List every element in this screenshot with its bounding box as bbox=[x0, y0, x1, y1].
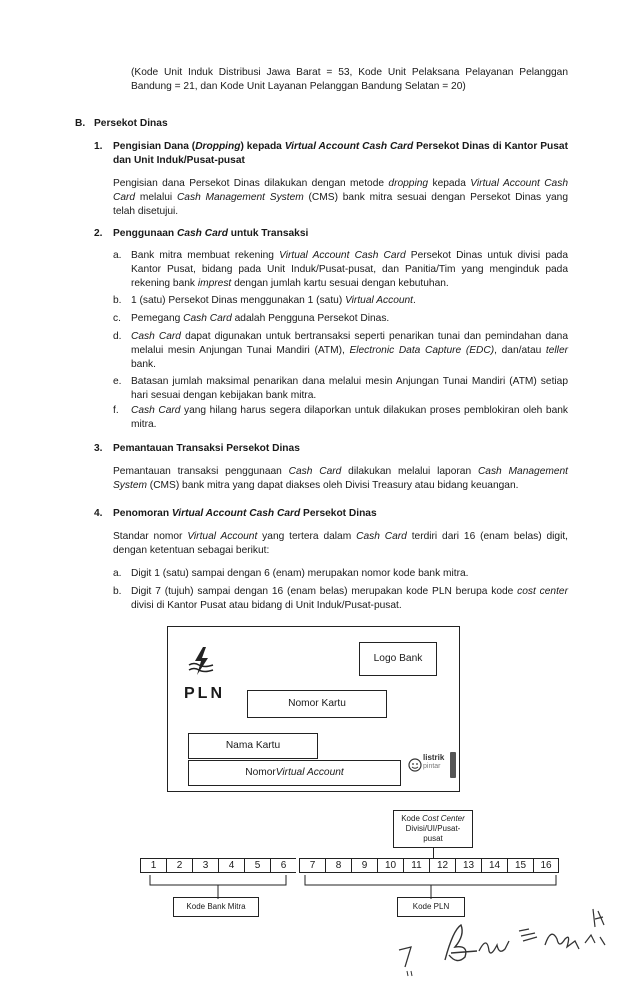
s2-item-e: e. Batasan jumlah maksimal penarikan dana melalui mesin Anjungan Tunai Mandiri (ATM) setiap hari sesuai dengan kebijakan bank mitra. bbox=[113, 376, 568, 402]
section-marker: B. bbox=[75, 118, 86, 129]
s3-title: Pemantauan Transaksi Persekot Dinas bbox=[113, 443, 300, 454]
digit-cell: 16 bbox=[533, 858, 559, 873]
pln-logo-icon bbox=[186, 645, 216, 681]
digit-cell: 13 bbox=[455, 858, 481, 873]
cost-center-box: Kode Cost Center Divisi/UI/Pusat- pusat bbox=[393, 810, 473, 848]
s2-item-a: a. Bank mitra membuat rekening Virtual Account Cash Card Persekot Dinas untuk divisi pada Kantor Pusat, bidang pada Unit Induk/Pusat-pusat, dan Panitia/Tim yang menginduk pada rekening bank imprest dengan jumlah kartu sesuai dengan kebutuhan. bbox=[113, 250, 568, 290]
digit-cell: 4 bbox=[218, 858, 244, 873]
digit-cell: 8 bbox=[325, 858, 351, 873]
brand-bar bbox=[450, 752, 456, 778]
s2-marker: 2. bbox=[94, 228, 103, 239]
brand-line-2: pintar bbox=[423, 763, 441, 770]
section-title: Persekot Dinas bbox=[94, 118, 168, 129]
listrik-pintar-icon bbox=[408, 758, 422, 772]
nomor-kartu-box: Nomor Kartu bbox=[247, 690, 387, 718]
digit-cell: 6 bbox=[270, 858, 296, 873]
digit-cell: 9 bbox=[351, 858, 377, 873]
s1-title: Pengisian Dana (Dropping) kepada Virtual Account Cash Card Persekot Dinas di Kantor Pusat dan Unit Induk/Pusat-pusat bbox=[113, 141, 568, 167]
handwritten-initials bbox=[395, 905, 615, 980]
kode-bank-mitra-box: Kode Bank Mitra bbox=[173, 897, 259, 917]
digit-cell: 2 bbox=[166, 858, 192, 873]
pln-logo-text: PLN bbox=[184, 685, 225, 702]
s1-marker: 1. bbox=[94, 141, 103, 152]
s3-marker: 3. bbox=[94, 443, 103, 454]
s2-item-f: f. Cash Card yang hilang harus segera dilaporkan untuk dilakukan proses pemblokiran oleh bank mitra. bbox=[113, 405, 568, 431]
s4-title: Penomoran Virtual Account Cash Card Persekot Dinas bbox=[113, 508, 377, 519]
s1-paragraph: Pengisian dana Persekot Dinas dilakukan dengan metode dropping kepada Virtual Account Cash Card melalui Cash Management System (CMS) bank mitra sesuai dengan Persekot Dinas yang telah disetujui. bbox=[113, 178, 568, 218]
digit-cell: 1 bbox=[140, 858, 166, 873]
digit-cell: 12 bbox=[429, 858, 455, 873]
digit-cell: 14 bbox=[481, 858, 507, 873]
s2-item-d: d. Cash Card dapat digunakan untuk bertransaksi seperti penarikan tunai dan pemindahan dana melalui mesin Anjungan Tunai Mandiri (ATM), Electronic Data Capture (EDC), dan/atau teller bank. bbox=[113, 331, 569, 371]
s2-item-c: c. Pemegang Cash Card adalah Pengguna Persekot Dinas. bbox=[113, 313, 390, 324]
s4-item-a: a. Digit 1 (satu) sampai dengan 6 (enam) merupakan nomor kode bank mitra. bbox=[113, 568, 469, 579]
listrik-pintar-brand bbox=[408, 752, 456, 782]
nomor-va-box: Nomor Virtual Account bbox=[188, 760, 401, 786]
digit-cell: 15 bbox=[507, 858, 533, 873]
brand-line-1: listrik bbox=[423, 753, 445, 762]
s3-paragraph: Pemantauan transaksi penggunaan Cash Card dilakukan melalui laporan Cash Management System (CMS) bank mitra yang dapat diakses oleh Divisi Treasury atau bidang keuangan. bbox=[113, 466, 569, 492]
digit-cell: 11 bbox=[403, 858, 429, 873]
nama-kartu-box: Nama Kartu bbox=[188, 733, 318, 759]
s2-title: Penggunaan Cash Card untuk Transaksi bbox=[113, 228, 309, 239]
digit-cell: 3 bbox=[192, 858, 218, 873]
intro-continuation: (Kode Unit Induk Distribusi Jawa Barat = 53, Kode Unit Pelaksana Pelayanan Pelanggan Bandung = 21, dan Kode Unit Layanan Pelanggan Bandung Selatan = 20) bbox=[131, 67, 568, 93]
cost-center-connector bbox=[433, 848, 434, 858]
s4-paragraph: Standar nomor Virtual Account yang tertera dalam Cash Card terdiri dari 16 (enam belas) digit, dengan ketentuan sebagai berikut: bbox=[113, 531, 569, 557]
logo-bank-box: Logo Bank bbox=[359, 642, 437, 676]
s4-marker: 4. bbox=[94, 508, 103, 519]
digit-row bbox=[140, 858, 559, 873]
kode-pln-box: Kode PLN bbox=[397, 897, 465, 917]
s2-item-b: b. 1 (satu) Persekot Dinas menggunakan 1 (satu) Virtual Account. bbox=[113, 295, 416, 306]
digit-cell: 7 bbox=[299, 858, 325, 873]
digit-cell: 10 bbox=[377, 858, 403, 873]
digit-cell: 5 bbox=[244, 858, 270, 873]
s4-item-b: b. Digit 7 (tujuh) sampai dengan 16 (enam belas) merupakan kode PLN berupa kode cost center divisi di Kantor Pusat atau bidang di Unit Induk/Pusat-pusat. bbox=[113, 586, 568, 612]
